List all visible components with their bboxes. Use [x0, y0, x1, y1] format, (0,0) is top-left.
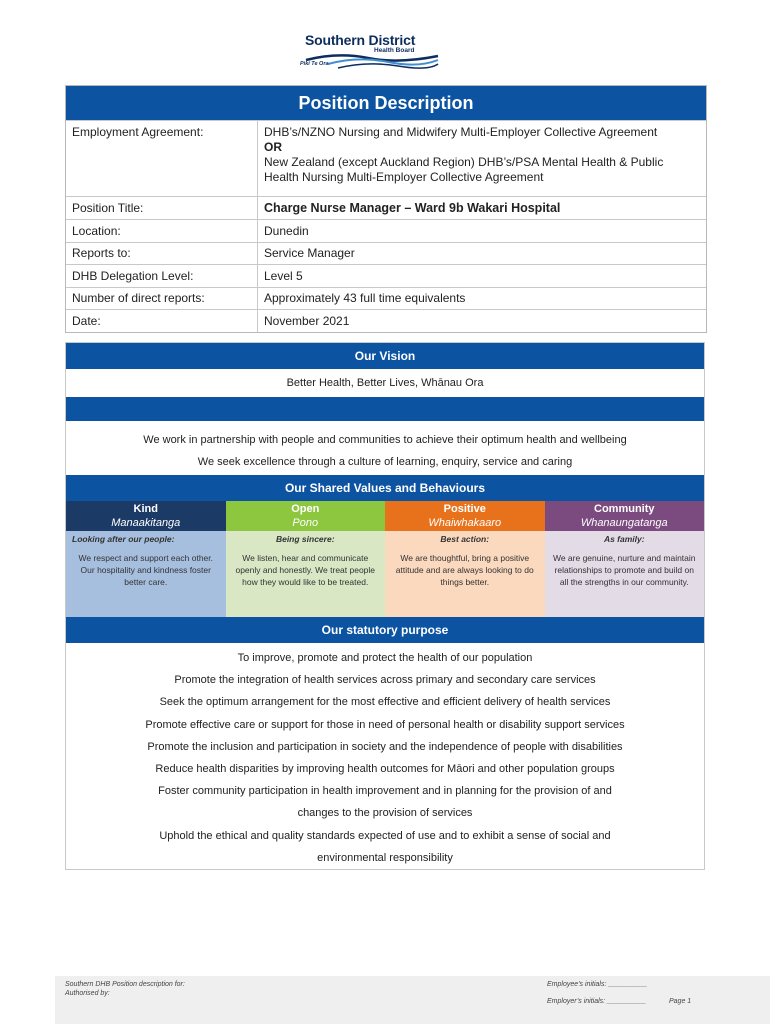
- footer-authorised-by: Authorised by:: [65, 990, 110, 997]
- vision-heading: Our Vision: [66, 343, 704, 369]
- value-name: Community: [594, 503, 655, 515]
- value-maori: Whaiwhakaaro: [428, 517, 502, 529]
- value-name: Positive: [443, 503, 486, 515]
- purpose-line: Promote the integration of health services across primary and secondary care services: [174, 674, 596, 687]
- vision-values-section: [65, 342, 705, 870]
- values-body-row: [66, 531, 704, 617]
- value-positive-description: [385, 531, 545, 617]
- value-positive: [385, 501, 545, 531]
- agreement-or: OR: [264, 140, 282, 154]
- value-maori: Whanaungatanga: [580, 517, 668, 529]
- employment-agreement-label: Employment Agreement:: [66, 121, 258, 196]
- employment-agreement-value: [258, 121, 706, 196]
- value-maori: Pono: [292, 517, 319, 529]
- purpose-line: changes to the provision of services: [297, 807, 473, 820]
- row-value: Level 5: [264, 268, 303, 283]
- purpose-line: environmental responsibility: [317, 851, 453, 864]
- mission-statements: [66, 421, 704, 475]
- employment-agreement-row: [66, 120, 706, 196]
- position-description-table: [65, 85, 707, 333]
- footer-page-number: Page 1: [669, 998, 692, 1005]
- mission-line: We work in partnership with people and communities to achieve their optimum health and wellbeing: [143, 434, 627, 446]
- reports-to-row: [66, 242, 706, 265]
- delegation-level-row: [66, 264, 706, 287]
- row-label: DHB Delegation Level:: [66, 265, 258, 287]
- vision-text: Better Health, Better Lives, Whānau Ora: [286, 377, 484, 389]
- row-value: Service Manager: [264, 246, 355, 261]
- position-title-value: Charge Nurse Manager – Ward 9b Wakari Hospital: [264, 201, 561, 215]
- date-row: [66, 309, 706, 332]
- row-label: Reports to:: [66, 243, 258, 265]
- footer-employer-initials: Employer’s initials: __________: [547, 998, 646, 1005]
- value-community-description: [545, 531, 705, 617]
- purpose-line: Uphold the ethical and quality standards expected of use and to exhibit a sense of social and: [159, 829, 611, 842]
- value-text: We respect and support each other. Our hospitality and kindness foster better care.: [78, 553, 213, 587]
- value-name: Kind: [133, 503, 158, 515]
- agreement-line-1: DHB’s/NZNO Nursing and Midwifery Multi-Employer Collective Agreement: [264, 125, 658, 139]
- purpose-line: Foster community participation in health improvement and in planning for the provision of and: [158, 785, 612, 798]
- mission-heading: [66, 397, 704, 421]
- value-behaviour: Looking after our people:: [72, 534, 175, 544]
- value-behaviour: Best action:: [440, 534, 490, 544]
- purpose-line: Seek the optimum arrangement for the most effective and efficient delivery of health services: [159, 696, 611, 709]
- value-behaviour: As family:: [603, 534, 645, 544]
- page-title: Position Description: [66, 86, 706, 120]
- row-label: Number of direct reports:: [66, 288, 258, 310]
- purpose-list: [66, 643, 704, 869]
- value-open: [226, 501, 386, 531]
- purpose-line: Reduce health disparities by improving health outcomes for Māori and other population groups: [155, 762, 615, 775]
- footer-employee-initials: Employee’s initials: __________: [547, 981, 648, 988]
- purpose-heading: Our statutory purpose: [66, 617, 704, 643]
- direct-reports-row: [66, 287, 706, 310]
- mission-line: We seek excellence through a culture of learning, enquiry, service and caring: [197, 456, 573, 468]
- row-value: Approximately 43 full time equivalents: [264, 291, 466, 306]
- logo-subname: Health Board: [374, 47, 415, 54]
- row-value: November 2021: [264, 313, 350, 328]
- footer-description-for: Southern DHB Position description for:: [65, 981, 185, 988]
- values-heading: Our Shared Values and Behaviours: [66, 475, 704, 501]
- value-text: We are genuine, nurture and maintain relationships to promote and build on all the strengths in our community.: [552, 553, 696, 587]
- logo-tagline: Piki Te Ora: [300, 61, 329, 67]
- page-footer: [55, 976, 770, 1024]
- purpose-line: To improve, promote and protect the health of our population: [237, 652, 533, 664]
- logo-name: Southern District: [305, 32, 416, 48]
- purpose-line: Promote the inclusion and participation in society and the independence of people with disabilities: [147, 740, 623, 753]
- value-text: We are thoughtful, bring a positive attitude and are always looking to do things better.: [395, 553, 534, 587]
- row-label: Location:: [66, 220, 258, 242]
- value-kind-description: [66, 531, 226, 617]
- value-maori: Manaakitanga: [111, 517, 181, 529]
- row-value: Dunedin: [264, 223, 309, 238]
- value-behaviour: Being sincere:: [275, 534, 335, 544]
- row-label: Position Title:: [66, 197, 258, 219]
- purpose-line: Promote effective care or support for those in need of personal health or disability support services: [145, 718, 625, 731]
- sdhb-logo: [298, 30, 443, 72]
- value-community: [545, 501, 705, 531]
- value-kind: [66, 501, 226, 531]
- row-label: Date:: [66, 310, 258, 332]
- value-open-description: [226, 531, 386, 617]
- agreement-line-2: New Zealand (except Auckland Region) DHB’s/PSA Mental Health & Public Health Nursing Multi-Employer Collective Agreement: [264, 155, 664, 184]
- value-name: Open: [291, 503, 320, 515]
- value-text: We listen, hear and communicate openly and honestly. We treat people how they would like to be treated.: [235, 553, 376, 587]
- location-row: [66, 219, 706, 242]
- position-title-row: [66, 196, 706, 219]
- values-header-row: [66, 501, 704, 531]
